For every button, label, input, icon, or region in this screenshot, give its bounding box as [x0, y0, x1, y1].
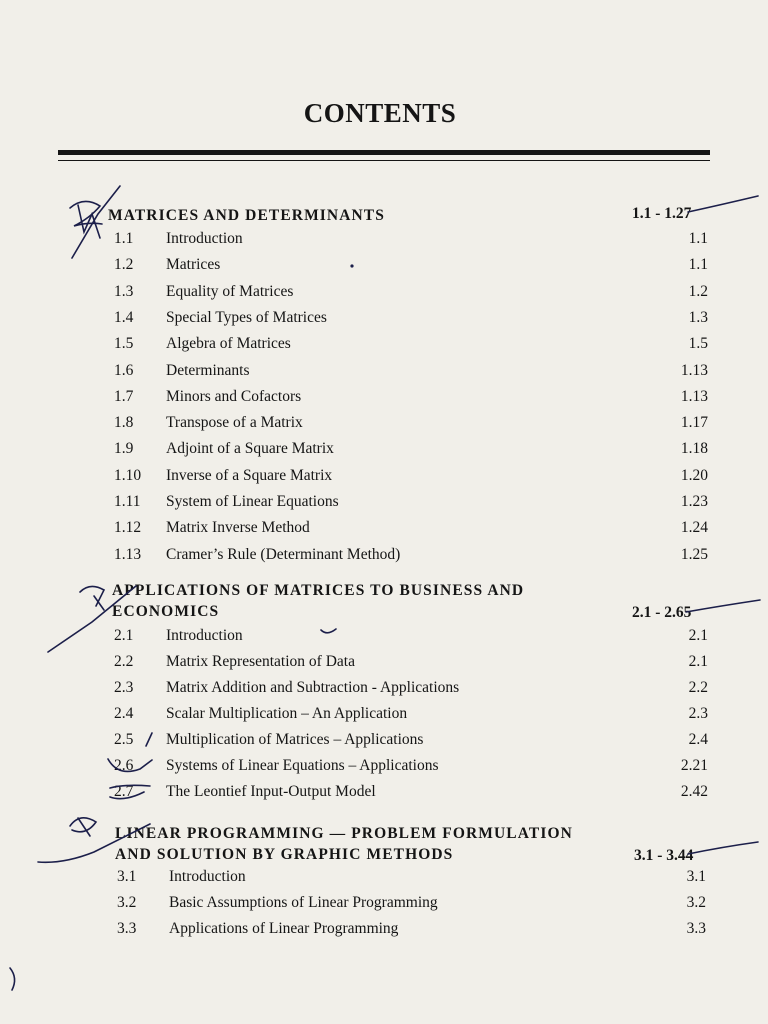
section-page: 2.2 — [688, 679, 708, 696]
section-title: Introduction — [169, 868, 246, 885]
chapter-3-title-line: LINEAR PROGRAMMING — PROBLEM FORMULATION — [115, 825, 573, 842]
section-page: 1.18 — [680, 440, 708, 458]
section-number: 2.2 — [114, 653, 134, 670]
section-number: 1.1 — [114, 230, 134, 247]
chapter-2-page-range: 2.1 - 2.65 — [632, 604, 692, 621]
pen-mark — [48, 586, 136, 652]
section-title: Determinants — [166, 361, 250, 379]
section-number: 3.1 — [117, 868, 137, 885]
pen-mark — [110, 785, 150, 788]
section-page: 2.42 — [680, 783, 708, 800]
section-page: 1.2 — [688, 282, 708, 300]
section-title: Minors and Cofactors — [166, 387, 302, 405]
section-title: Inverse of a Square Matrix — [166, 466, 333, 484]
section-page: 1.25 — [680, 545, 708, 563]
section-number: 2.4 — [114, 705, 134, 722]
section-title: Special Types of Matrices — [166, 308, 327, 326]
section-page: 2.3 — [688, 705, 708, 722]
pen-mark — [321, 629, 336, 633]
section-page: 1.3 — [688, 308, 708, 326]
section-page: 2.1 — [688, 627, 708, 644]
section-number: 3.2 — [117, 894, 137, 911]
chapter-1-title-line: MATRICES AND DETERMINANTS — [108, 207, 385, 224]
section-page: 1.5 — [688, 335, 708, 353]
pen-mark — [38, 824, 150, 862]
pen-mark — [80, 586, 104, 606]
chapter-2-title-line: ECONOMICS — [112, 603, 220, 620]
chapter-2-title-line: APPLICATIONS OF MATRICES TO BUSINESS AND — [112, 582, 525, 599]
section-page: 1.24 — [680, 519, 708, 537]
pen-mark — [94, 596, 104, 610]
section-title: System of Linear Equations — [166, 493, 339, 510]
section-title: Scalar Multiplication – An Application — [166, 705, 408, 722]
section-title: Algebra of Matrices — [166, 335, 291, 353]
section-page: 1.1 — [688, 256, 708, 274]
pen-mark — [146, 733, 152, 746]
section-page: 2.4 — [688, 731, 708, 748]
section-number: 1.7 — [114, 387, 134, 405]
section-page: 3.2 — [686, 894, 706, 911]
section-page: 3.3 — [686, 920, 706, 937]
section-number: 1.13 — [114, 545, 142, 563]
section-title: Matrix Inverse Method — [166, 519, 310, 537]
section-title: Equality of Matrices — [166, 282, 294, 300]
section-page: 1.1 — [688, 230, 708, 247]
section-title: Adjoint of a Square Matrix — [166, 440, 334, 458]
chapter-3-title-line: AND SOLUTION BY GRAPHIC METHODS — [115, 846, 454, 863]
section-title: Matrices — [166, 256, 221, 274]
pen-mark — [70, 201, 102, 226]
section-number: 3.3 — [117, 920, 137, 937]
section-page: 2.21 — [680, 757, 708, 774]
pen-mark — [688, 196, 758, 212]
section-number: 2.5 — [114, 731, 134, 748]
section-number: 1.8 — [114, 414, 134, 432]
section-number: 2.7 — [114, 783, 134, 800]
section-number: 1.2 — [114, 256, 134, 274]
section-title: Matrix Representation of Data — [166, 653, 355, 670]
section-title: Multiplication of Matrices – Applications — [166, 731, 424, 748]
section-number: 2.1 — [114, 627, 134, 644]
section-page: 3.1 — [686, 868, 706, 885]
pen-mark — [72, 186, 120, 258]
section-number: 1.4 — [114, 308, 134, 326]
pen-dot — [350, 264, 353, 267]
section-page: 1.17 — [680, 414, 708, 432]
section-number: 1.6 — [114, 361, 134, 379]
pen-mark — [108, 759, 152, 771]
section-title: Cramer’s Rule (Determinant Method) — [166, 545, 401, 563]
section-title: The Leontief Input-Output Model — [166, 783, 376, 800]
pen-mark — [688, 842, 758, 854]
section-title: Basic Assumptions of Linear Programming — [169, 894, 438, 911]
section-number: 1.9 — [114, 440, 134, 458]
section-page: 1.13 — [680, 387, 708, 405]
section-number: 1.11 — [114, 493, 141, 510]
section-number: 1.3 — [114, 282, 134, 300]
section-number: 2.3 — [114, 679, 134, 696]
section-number: 1.12 — [114, 519, 142, 537]
section-title: Matrix Addition and Subtraction - Applications — [166, 679, 460, 696]
pen-mark — [110, 792, 144, 799]
section-number: 1.10 — [114, 466, 142, 484]
page-title: CONTENTS — [303, 98, 457, 128]
section-title: Systems of Linear Equations – Applications — [166, 757, 439, 774]
section-number: 1.5 — [114, 335, 134, 353]
section-title: Transpose of a Matrix — [166, 414, 303, 432]
section-page: 1.13 — [680, 361, 708, 379]
section-title: Applications of Linear Programming — [169, 920, 399, 937]
section-number: 2.6 — [114, 757, 134, 774]
pen-mark — [686, 600, 760, 612]
chapter-1-page-range: 1.1 - 1.27 — [632, 205, 692, 222]
section-title: Introduction — [166, 230, 243, 247]
pen-mark — [78, 818, 90, 836]
section-title: Introduction — [166, 627, 243, 644]
section-page: 1.23 — [680, 493, 708, 510]
section-page: 1.20 — [680, 466, 708, 484]
pen-mark — [10, 968, 15, 990]
chapter-3-page-range: 3.1 - 3.44 — [634, 847, 694, 864]
section-page: 2.1 — [688, 653, 708, 670]
